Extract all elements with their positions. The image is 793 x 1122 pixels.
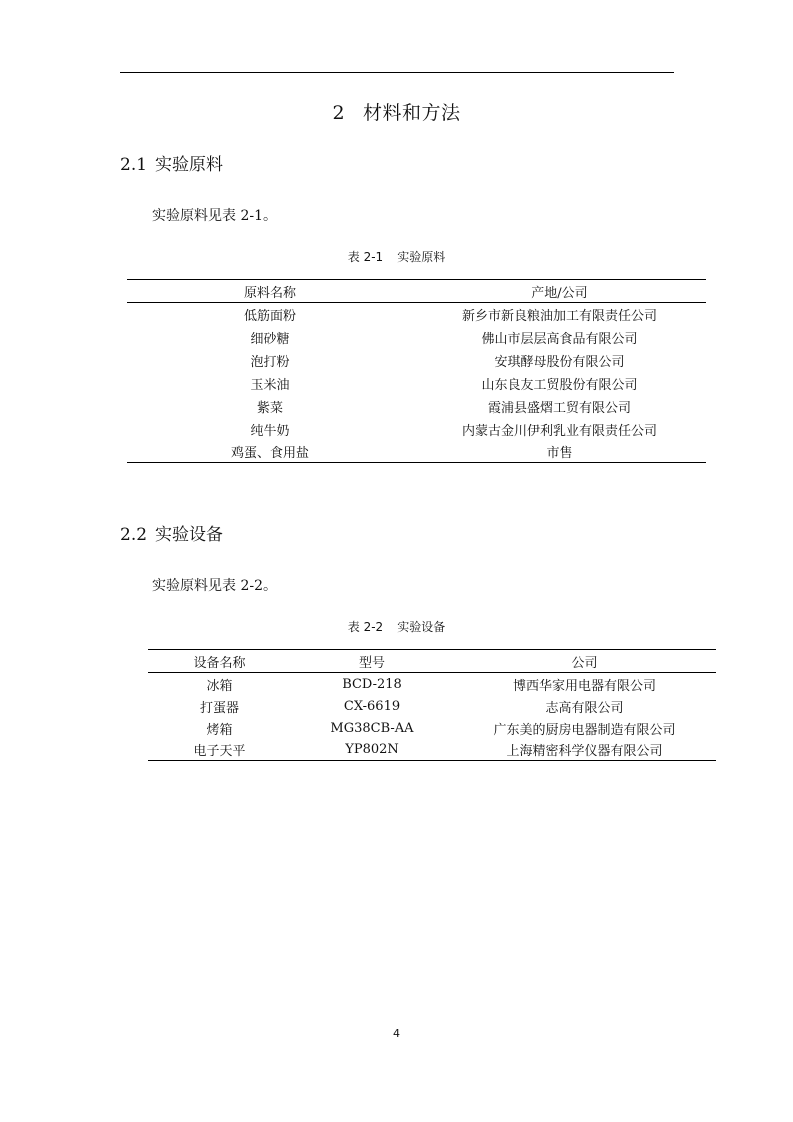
- table-cell: 志高有限公司: [545, 700, 624, 716]
- table-row: [148, 695, 716, 717]
- column-header: 产地/公司: [413, 280, 706, 303]
- paragraph-materials: 实验原料见表 2-1。: [152, 208, 277, 224]
- section-heading-materials: [120, 153, 223, 177]
- section-number: 2.1: [120, 155, 148, 175]
- column-header: 型号: [291, 650, 453, 673]
- table-row: [148, 673, 716, 696]
- table-row: [127, 441, 706, 463]
- table-row: [127, 326, 706, 349]
- table-caption-title: 实验原料: [397, 250, 446, 264]
- table-caption-label: 表 2-2: [347, 620, 384, 634]
- table-cell: 泡打粉: [250, 355, 290, 370]
- section-number: 2.2: [120, 525, 148, 545]
- table-cell: 烤箱: [206, 722, 233, 738]
- header-rule: [120, 72, 674, 73]
- table-cell: 佛山市层层高食品有限公司: [481, 332, 638, 347]
- table-row: [148, 717, 716, 739]
- paragraph-equipment: 实验原料见表 2-2。: [152, 578, 277, 594]
- table-cell: 内蒙古金川伊利乳业有限责任公司: [461, 424, 657, 439]
- table-cell: MG38CB-AA: [330, 720, 414, 736]
- table-cell: 紫菜: [256, 401, 283, 416]
- table-caption-label: 表 2-1: [347, 250, 384, 264]
- chapter-title: [0, 100, 793, 126]
- table-cell: 鸡蛋、食用盐: [127, 441, 413, 463]
- table-cell: 玉米油: [250, 378, 290, 393]
- table-cell: 山东良友工贸股份有限公司: [481, 378, 638, 393]
- equipment-table: [148, 649, 716, 761]
- table-header-row: [127, 280, 706, 303]
- table-row: [127, 303, 706, 327]
- materials-table: [127, 279, 706, 463]
- table-cell: BCD-218: [342, 676, 402, 692]
- table-cell: 安琪酵母股份有限公司: [494, 355, 625, 370]
- table-caption-materials: [0, 248, 793, 266]
- table-cell: YP802N: [291, 739, 453, 761]
- table-cell: 上海精密科学仪器有限公司: [453, 739, 716, 761]
- table-row: [127, 418, 706, 441]
- table-cell: 电子天平: [148, 739, 291, 761]
- column-header: 公司: [453, 650, 716, 673]
- column-header: 原料名称: [127, 280, 413, 303]
- table-cell: 纯牛奶: [250, 424, 290, 439]
- table-row: [127, 372, 706, 395]
- table-cell: CX-6619: [343, 698, 401, 714]
- table-cell: 细砂糖: [250, 332, 290, 347]
- table-caption-equipment: [0, 618, 793, 636]
- table-row: [148, 739, 716, 761]
- table-cell: 冰箱: [206, 678, 233, 694]
- table-header-row: [148, 650, 716, 673]
- table-cell: 博西华家用电器有限公司: [512, 678, 656, 694]
- table-row: [127, 395, 706, 418]
- page-number: 4: [393, 1027, 400, 1040]
- table-cell: 广东美的厨房电器制造有限公司: [493, 722, 676, 738]
- section-title-text: 实验设备: [155, 525, 224, 545]
- table-cell: 市售: [413, 441, 706, 463]
- chapter-number: 2: [332, 102, 346, 124]
- column-header: 设备名称: [148, 650, 291, 673]
- section-title-text: 实验原料: [155, 155, 224, 175]
- table-cell: 新乡市新良粮油加工有限责任公司: [461, 309, 657, 324]
- table-row: [127, 349, 706, 372]
- table-cell: 打蛋器: [199, 700, 239, 716]
- table-cell: 霞浦县盛熠工贸有限公司: [487, 401, 631, 416]
- chapter-title-text: 材料和方法: [363, 102, 461, 124]
- section-heading-equipment: [120, 523, 223, 547]
- table-cell: 低筋面粉: [243, 309, 296, 324]
- table-caption-title: 实验设备: [397, 620, 446, 634]
